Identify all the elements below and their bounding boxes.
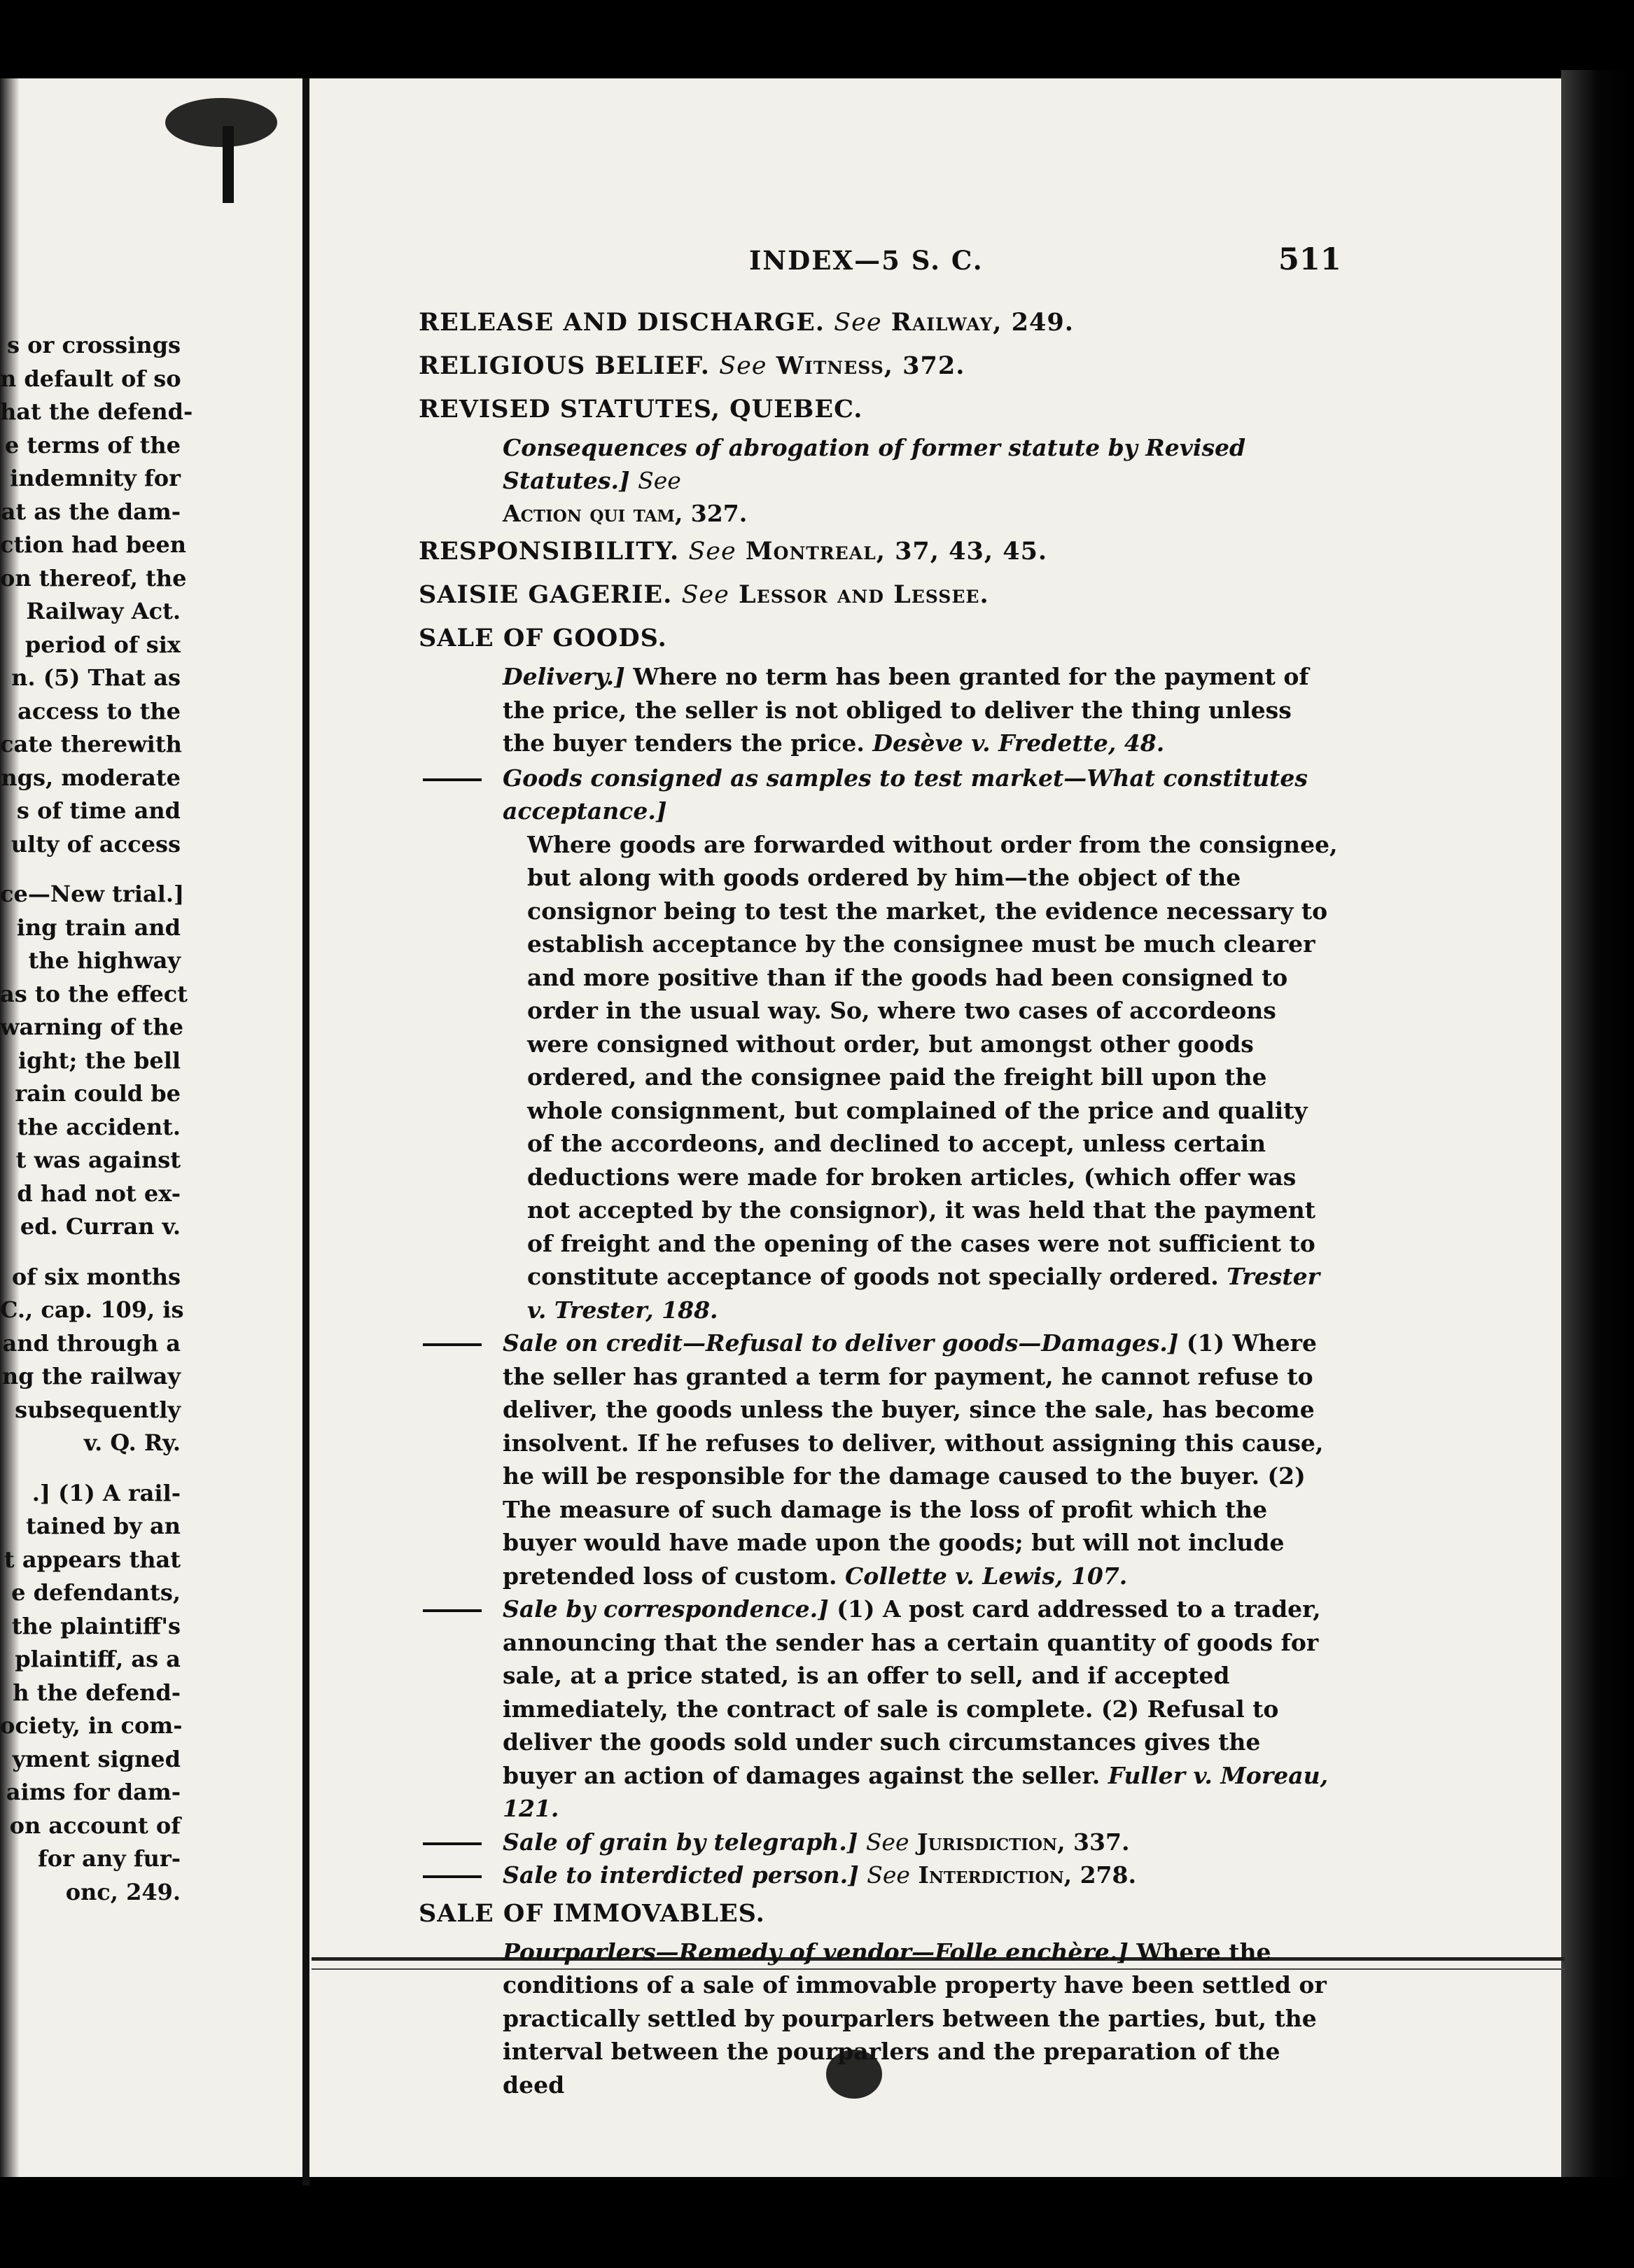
cross-reference: Witness, 372. bbox=[776, 351, 965, 380]
left-column-line: yment signed bbox=[12, 1745, 181, 1772]
left-column-line: ngs, moderate bbox=[1, 764, 181, 791]
subentry-samples bbox=[503, 762, 1339, 1327]
cross-reference: Montreal, 37, 43, 45. bbox=[745, 537, 1048, 566]
left-column-gap bbox=[0, 1460, 181, 1477]
left-column-line: at as the dam- bbox=[1, 498, 181, 525]
subentry-text: Where the conditions of a sale of immovable property have been settled or practically settled by pourparlers between the parties, but, the interval between the pourparlers and the preparation of the deed bbox=[503, 1938, 1327, 2099]
left-column-line: period of six bbox=[25, 631, 181, 658]
left-column-line: aims for dam- bbox=[6, 1779, 181, 1805]
left-column-line: the highway bbox=[28, 947, 181, 974]
left-column-line: d had not ex- bbox=[17, 1180, 181, 1207]
cross-reference: Railway, 249. bbox=[891, 308, 1074, 337]
cross-reference: Action qui tam, 327. bbox=[503, 500, 748, 527]
left-column-line: for any fur- bbox=[37, 1845, 181, 1872]
em-rule bbox=[423, 1609, 482, 1612]
em-rule bbox=[423, 1875, 482, 1878]
left-column-line: subsequently bbox=[15, 1396, 181, 1423]
entry-release bbox=[419, 301, 1339, 344]
left-column-line: cate therewith bbox=[0, 731, 182, 757]
left-column-line: ed. Curran v. bbox=[20, 1213, 181, 1240]
subentry-credit bbox=[503, 1326, 1339, 1592]
left-column-line: h the defend- bbox=[13, 1679, 181, 1706]
left-column-line: of six months bbox=[11, 1263, 181, 1290]
left-column-line: t appears that bbox=[4, 1546, 181, 1573]
left-column-gap bbox=[0, 861, 181, 878]
see-label: See bbox=[867, 1861, 910, 1889]
left-column-line: hat the defend- bbox=[0, 398, 193, 425]
left-column-line: Railway Act. bbox=[26, 598, 181, 624]
entry-responsibility bbox=[419, 530, 1339, 573]
left-column-line: onc, 249. bbox=[65, 1878, 181, 1905]
left-column-line: .] (1) A rail- bbox=[32, 1479, 181, 1506]
left-column-line: ing train and bbox=[16, 913, 181, 941]
left-column-line: indemnity for bbox=[10, 465, 181, 491]
scan-right-border bbox=[1561, 70, 1634, 2268]
entry-sale-of-immovables: SALE OF IMMOVABLES. bbox=[419, 1898, 765, 1928]
subentry-interdicted bbox=[503, 1858, 1339, 1892]
subentry-revised bbox=[503, 431, 1339, 530]
left-column-line: plaintiff, as a bbox=[15, 1646, 181, 1672]
case-citation: Desève v. Fredette, 48. bbox=[872, 729, 1165, 757]
left-column-line: rain could be bbox=[15, 1080, 181, 1107]
see-label: See bbox=[719, 352, 767, 380]
left-column-line: ight; the bell bbox=[18, 1046, 181, 1074]
left-column-line: warning of the bbox=[0, 1014, 183, 1040]
left-column-line: ction had been bbox=[0, 531, 187, 558]
subentry-title: Consequences of abrogation of former statute by Revised Statutes.] bbox=[503, 434, 1246, 494]
see-label: See bbox=[638, 467, 681, 494]
entry-revised-statutes: REVISED STATUTES, QUEBEC. bbox=[419, 395, 863, 424]
left-column-line: the plaintiff's bbox=[11, 1612, 181, 1639]
left-column-line: ulty of access bbox=[11, 830, 181, 858]
left-column-line: C., cap. 109, is bbox=[0, 1296, 184, 1323]
left-column-line: access to the bbox=[18, 697, 181, 724]
cross-reference: Lessor and Lessee. bbox=[739, 580, 989, 609]
left-column-line: t was against bbox=[15, 1147, 181, 1173]
subentry-text: Where goods are forwarded without order from the consignee, but along with goods ordered by him—the object of the consignor being to test the market, the evidence necessary to establish acceptance by the consignee must be much clearer and more positive than if the goods had been consigned to order in the usual way. So, where two cases of accordeons were consigned without order, but amongst other goods ordered, and the consignee paid the freight bill upon the whole consignment, but complained of the price and quality of the accordeons, and declined to accept, unless certain deductions were made for broken articles, (which offer was not accepted by the consignor), it was held that the payment of freight and the opening of the cases were not sufficient to constitute acceptance of goods not specially ordered. bbox=[527, 830, 1338, 1290]
see-label: See bbox=[681, 581, 729, 609]
left-column-line: the accident. bbox=[17, 1113, 181, 1140]
scan-bottom-border bbox=[0, 2177, 1634, 2268]
subentry-title: Sale of grain by telegraph.] bbox=[503, 1828, 858, 1856]
entry-heading: RELEASE AND DISCHARGE. bbox=[419, 308, 825, 337]
left-column-line: n default of so bbox=[0, 365, 181, 392]
left-column-line: v. Q. Ry. bbox=[83, 1429, 181, 1456]
left-column-line: s of time and bbox=[16, 797, 181, 824]
left-column-line: ng the railway bbox=[1, 1363, 181, 1390]
ink-blot bbox=[165, 98, 277, 147]
subentry-text: Where no term has been granted for the payment of the price, the seller is not obliged to deliver the thing unless the buyer tenders the price. bbox=[503, 663, 1309, 757]
case-citation: Collette v. Lewis, 107. bbox=[845, 1562, 1128, 1590]
subentry-text: (1) Where the seller has granted a term for payment, he cannot refuse to deliver, the goods unless the buyer, since the sale, has become insolvent. If he refuses to deliver, without assigning this cause, he will be responsible for the damage caused to the buyer. (2) The measure of such damage is the loss of profit which the buyer would have made upon the goods; but will not include pretended loss of custom. bbox=[503, 1329, 1324, 1590]
subentry-title: Sale on credit—Refusal to deliver goods—Damages.] bbox=[503, 1329, 1179, 1357]
left-column-line: n. (5) That as bbox=[11, 664, 181, 691]
subentry-body bbox=[527, 828, 1339, 1327]
entry-heading: SAISIE GAGERIE. bbox=[419, 580, 673, 609]
cross-reference: Jurisdiction, 337. bbox=[916, 1828, 1130, 1856]
subentry-title: Goods consigned as samples to test market—What constitutes acceptance.] bbox=[503, 764, 1308, 825]
column-gutter-rule bbox=[302, 78, 309, 2185]
case-citation: Trester v. Trester, 188. bbox=[527, 1263, 1320, 1324]
entry-saisie-gagerie bbox=[419, 573, 1339, 617]
case-citation: Fuller v. Moreau, 121. bbox=[503, 1761, 1329, 1822]
subentry-title: Delivery.] bbox=[503, 663, 625, 690]
left-column-line: e terms of the bbox=[4, 431, 181, 458]
entry-religious-belief bbox=[419, 344, 1339, 388]
entry-heading: RELIGIOUS BELIEF. bbox=[419, 351, 710, 380]
index-column bbox=[419, 301, 1339, 2101]
left-column-line: s or crossings bbox=[6, 332, 181, 358]
see-label: See bbox=[865, 1828, 909, 1856]
em-rule bbox=[423, 1842, 482, 1845]
subentry-pourparlers bbox=[503, 1935, 1339, 2102]
left-column-line: tained by an bbox=[26, 1513, 181, 1539]
left-column-line: on account of bbox=[9, 1812, 181, 1839]
see-label: See bbox=[688, 538, 736, 566]
entry-sale-of-goods: SALE OF GOODS. bbox=[419, 624, 667, 652]
running-header: INDEX—5 S. C. bbox=[749, 245, 984, 276]
subentry-delivery bbox=[503, 660, 1339, 760]
left-column-line: and through a bbox=[2, 1329, 181, 1357]
subentry-title: Sale to interdicted person.] bbox=[503, 1861, 859, 1889]
left-column-line: on thereof, the bbox=[0, 564, 187, 592]
left-column-gap bbox=[0, 1244, 181, 1261]
ink-blot-stem bbox=[223, 126, 234, 203]
subentry-grain bbox=[503, 1826, 1339, 1859]
see-label: See bbox=[834, 309, 882, 337]
scan-top-border bbox=[0, 0, 1634, 83]
subentry-title: Sale by correspondence.] bbox=[503, 1595, 829, 1623]
left-column-line: ce—New trial.] bbox=[0, 881, 185, 907]
left-column-line: ociety, in com- bbox=[0, 1712, 183, 1739]
left-column-line: as to the effect bbox=[0, 980, 188, 1007]
subentry-title: Pourparlers—Remedy of vendor—Folle enchère.] bbox=[503, 1938, 1129, 1966]
left-column-fragment bbox=[0, 329, 193, 1909]
entry-heading: RESPONSIBILITY. bbox=[419, 537, 680, 566]
subentry-correspondence bbox=[503, 1592, 1339, 1826]
cross-reference: Interdiction, 278. bbox=[918, 1861, 1136, 1889]
em-rule bbox=[423, 1343, 482, 1346]
em-rule bbox=[423, 778, 482, 781]
page-number: 511 bbox=[1278, 242, 1341, 277]
subentry-text: (1) A post card addressed to a trader, announcing that the sender has a certain quantity of goods for sale, at a price stated, is an offer to sell, and if accepted immediately, the contract of sale is complete. (2) Refusal to deliver the goods sold under such circumstances gives the buyer an action of damages against the seller. bbox=[503, 1595, 1321, 1789]
left-column-line: e defendants, bbox=[11, 1579, 181, 1606]
